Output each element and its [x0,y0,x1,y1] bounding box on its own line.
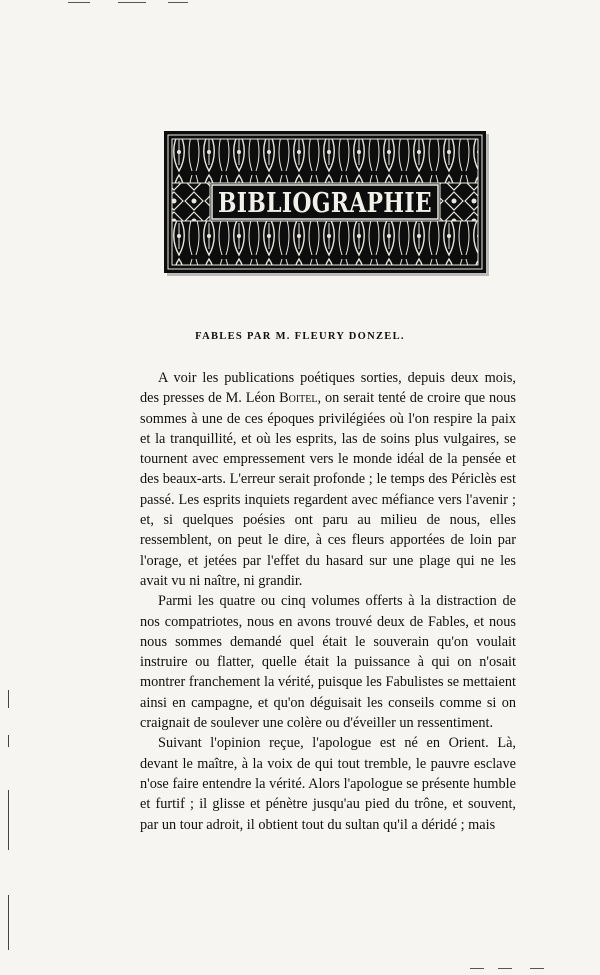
scan-margin-line [8,690,9,708]
paragraph-1-rest: , on serait tenté de croire que nous sommes à une de ces époques privilégiées où l'on respire la paix et la tranquillité, et où les esprits, las de soins plus vulgaires, se tournent avec empressement vers le monde idéal de la pensée et des beaux-arts. L'erreur serait profonde ; le temps des Périclès est passé. Les esprits inquiets regardent avec méfiance vers l'avenir ; et, si quelques poésies ont paru au milieu de nous, elles ressemblent, on peut le dire, à ces fleurs apportées de loin par l'orage, et jetées par l'effet du hasard sur une plage qui ne les avait vu ni naître, ni grandir. [140,390,516,589]
scan-edge-mark [68,2,90,3]
paragraph-2: Parmi les quatre ou cinq volumes offerts à la distraction de nos compatriotes, nous en avons trouvé deux de Fables, et nous nous sommes demandé quel était le souverain qu'on voulait instruire ou flatter, quelle était la puissance à qui on n'osait montrer franchement la vérité, puisque les Fabulistes se mettaient ainsi en campagne, et qu'on déguisait les conseils comme si on craignait de soulever une colère ou d'éveiller un ressentiment. [140,593,516,732]
scan-margin-line [8,790,9,850]
scan-margin-line [8,735,9,747]
scan-edge-mark [498,968,512,969]
scan-edge-mark [118,2,146,3]
scan-edge-mark [168,2,188,3]
bibliographie-banner [164,131,486,273]
banner-word: BIBLIOGRAPHIE [218,188,432,219]
article-title: FABLES PAR M. FLEURY DONZEL. [195,331,405,342]
paragraph-3: Suivant l'opinion reçue, l'apologue est né en Orient. Là, devant le maître, à la voix de qui tout tremble, le pauvre esclave n'ose faire entendre la vérité. Alors l'apologue se présente humble et furtif ; il glisse et pénètre jusqu'au pied du trône, et souvent, par un tour adroit, il obtient tout du sultan qu'il a déridé ; mais [140,735,516,833]
scan-edge-mark [530,968,544,969]
paragraph-1 [140,368,516,591]
paragraph-1-start: A voir les publications poétiques sorties, depuis deux mois, des presses de M. Léon [140,370,516,407]
publisher-name: Boitel [279,390,318,407]
scan-edge-mark [470,968,484,969]
scan-margin-line [8,895,9,950]
article-body [140,368,516,835]
